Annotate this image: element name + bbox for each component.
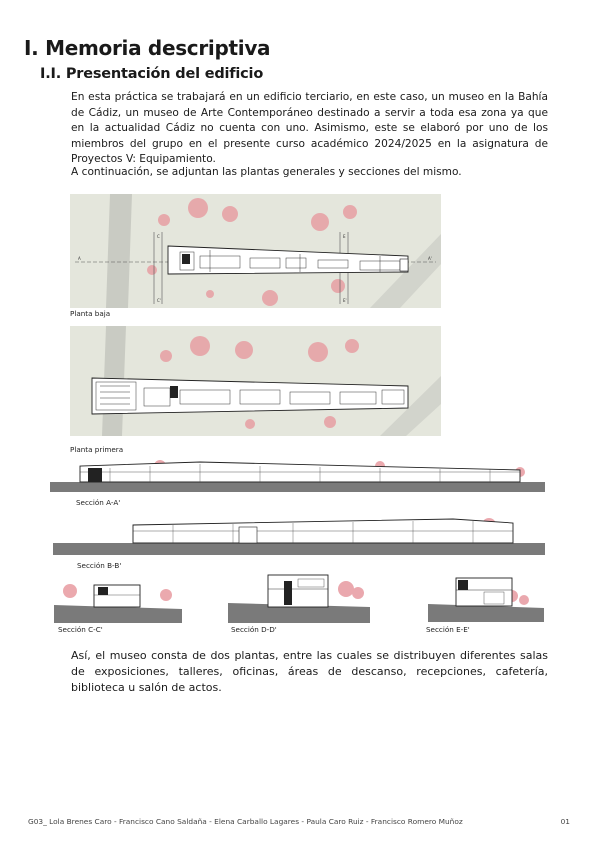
intro-paragraph-2: A continuación, se adjuntan las plantas generales y secciones del mismo. xyxy=(71,166,462,178)
caption-seccion-b: Sección B-B' xyxy=(77,561,122,570)
first-floor-plan xyxy=(70,326,441,436)
caption-seccion-a: Sección A-A' xyxy=(76,498,121,507)
section-e-drawing xyxy=(428,574,544,622)
cut-label-a-prime: A' xyxy=(428,256,432,261)
section-title: I.I. Presentación del edificio xyxy=(40,66,264,82)
caption-seccion-e: Sección E-E' xyxy=(426,625,470,634)
cut-label-e: E xyxy=(343,234,346,239)
page-title: I. Memoria descriptiva xyxy=(24,36,271,60)
caption-seccion-d: Sección D-D' xyxy=(231,625,277,634)
caption-planta-primera: Planta primera xyxy=(70,445,124,454)
section-b-drawing xyxy=(53,515,545,557)
page-number: 01 xyxy=(560,817,570,826)
section-a-drawing xyxy=(50,458,545,494)
cut-label-c-prime: C' xyxy=(157,298,161,303)
cut-label-e-prime: E' xyxy=(343,298,347,303)
cut-label-a: A xyxy=(78,256,81,261)
closing-paragraph: Así, el museo consta de dos plantas, entre las cuales se distribuyen diferentes salas de exposiciones, talleres, oficinas, áreas de descanso, recepciones, cafetería, biblioteca u salón de actos. xyxy=(71,649,548,694)
section-c-drawing xyxy=(54,577,182,623)
intro-paragraph: En esta práctica se trabajará en un edificio terciario, en este caso, un museo en la Bahía de Cádiz, un museo de Arte Contemporáneo destinado a servir a toda esa zona ya que en la actualidad Cádiz no cuenta con uno. Asimismo, este se elaboró por uno de los miembros del grupo en el presente curso académico 2024/2025 en la asignatura de Proyectos V: Equipamiento. xyxy=(71,91,548,166)
caption-planta-baja: Planta baja xyxy=(70,309,111,318)
section-d-drawing xyxy=(228,571,370,623)
footer-authors: G03_ Lola Brenes Caro - Francisco Cano Saldaña - Elena Carballo Lagares - Paula Caro Ruiz - Francisco Romero Muñoz xyxy=(28,817,463,826)
caption-seccion-c: Sección C-C' xyxy=(58,625,103,634)
cut-label-c: C xyxy=(157,234,160,239)
ground-floor-plan xyxy=(70,194,441,308)
